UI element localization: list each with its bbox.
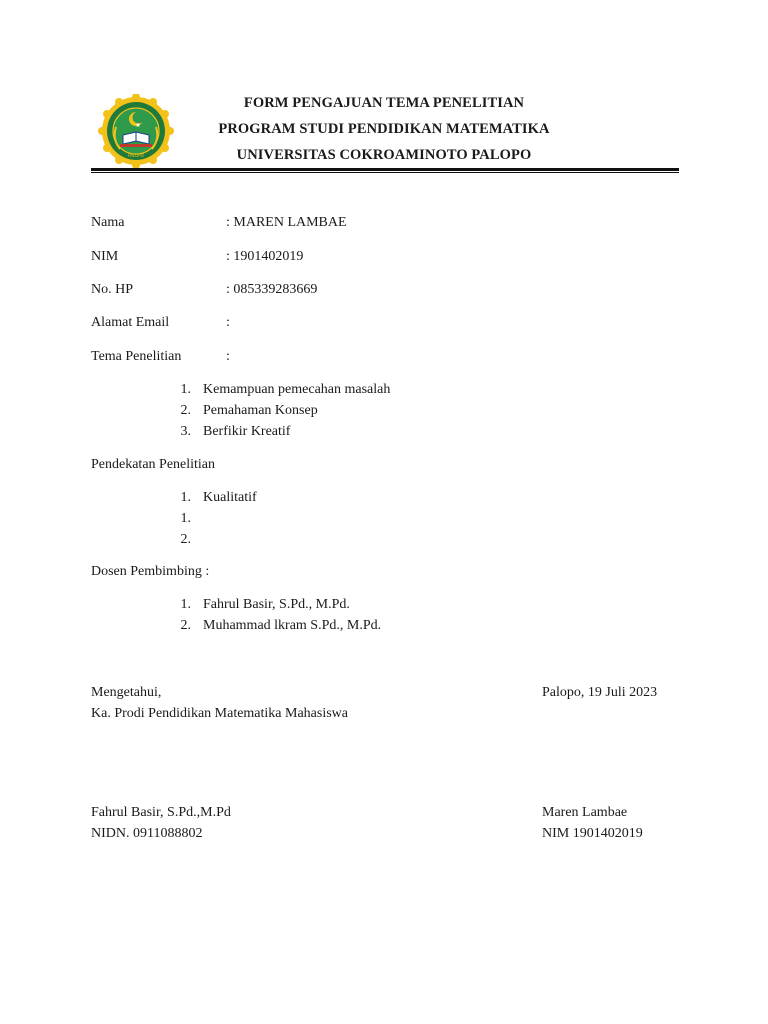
right-signatory-name: Maren Lambae: [542, 805, 628, 820]
email-label: Alamat Email: [91, 315, 170, 330]
left-signatory-id: NIDN. 0911088802: [91, 826, 203, 841]
university-title: UNIVERSITAS COKROAMINOTO PALOPO: [236, 147, 532, 163]
right-signatory-id: NIM 1901402019: [542, 826, 643, 841]
list-item-number: 1.: [180, 511, 191, 526]
list-item: Kemampuan pemecahan masalah: [203, 382, 391, 397]
kaprodi-line: Ka. Prodi Pendidikan Matematika Mahasiswa: [91, 706, 349, 721]
tema-label: Tema Penelitian: [91, 349, 182, 364]
hp-value: : 085339283669: [226, 282, 318, 297]
form-title: FORM PENGAJUAN TEMA PENELITIAN: [243, 95, 525, 111]
hp-label: No. HP: [91, 282, 134, 297]
list-item-number: 1.: [180, 597, 191, 612]
tema-value: :: [226, 349, 230, 364]
list-item: Pemahaman Konsep: [203, 403, 318, 418]
list-item: Kualitatif: [203, 490, 257, 505]
list-item-number: 3.: [180, 424, 191, 439]
mengetahui-text: Mengetahui,: [91, 685, 162, 700]
list-item: Muhammad lkram S.Pd., M.Pd.: [203, 618, 382, 633]
nama-value: : MAREN LAMBAE: [226, 215, 347, 230]
dosen-label: Dosen Pembimbing :: [91, 564, 210, 579]
pendekatan-label: Pendekatan Penelitian: [91, 457, 216, 472]
list-item: Fahrul Basir, S.Pd., M.Pd.: [203, 597, 350, 612]
list-item-number: 1.: [180, 382, 191, 397]
list-item-number: 2.: [180, 618, 191, 633]
header-rule-thick: [91, 168, 679, 171]
list-item-number: 2.: [180, 403, 191, 418]
nim-label: NIM: [91, 249, 119, 264]
svg-text:PALOPO: PALOPO: [128, 153, 144, 158]
header-rule-thin: [91, 172, 679, 173]
nim-value: : 1901402019: [226, 249, 304, 264]
place-date: Palopo, 19 Juli 2023: [542, 685, 658, 700]
list-item: Berfikir Kreatif: [203, 424, 291, 439]
left-signatory-name: Fahrul Basir, S.Pd.,M.Pd: [91, 805, 231, 820]
email-value: :: [226, 315, 230, 330]
list-item-number: 1.: [180, 490, 191, 505]
program-title: PROGRAM STUDI PENDIDIKAN MATEMATIKA: [218, 121, 550, 137]
list-item-number: 2.: [180, 532, 191, 547]
nama-label: Nama: [91, 215, 125, 230]
